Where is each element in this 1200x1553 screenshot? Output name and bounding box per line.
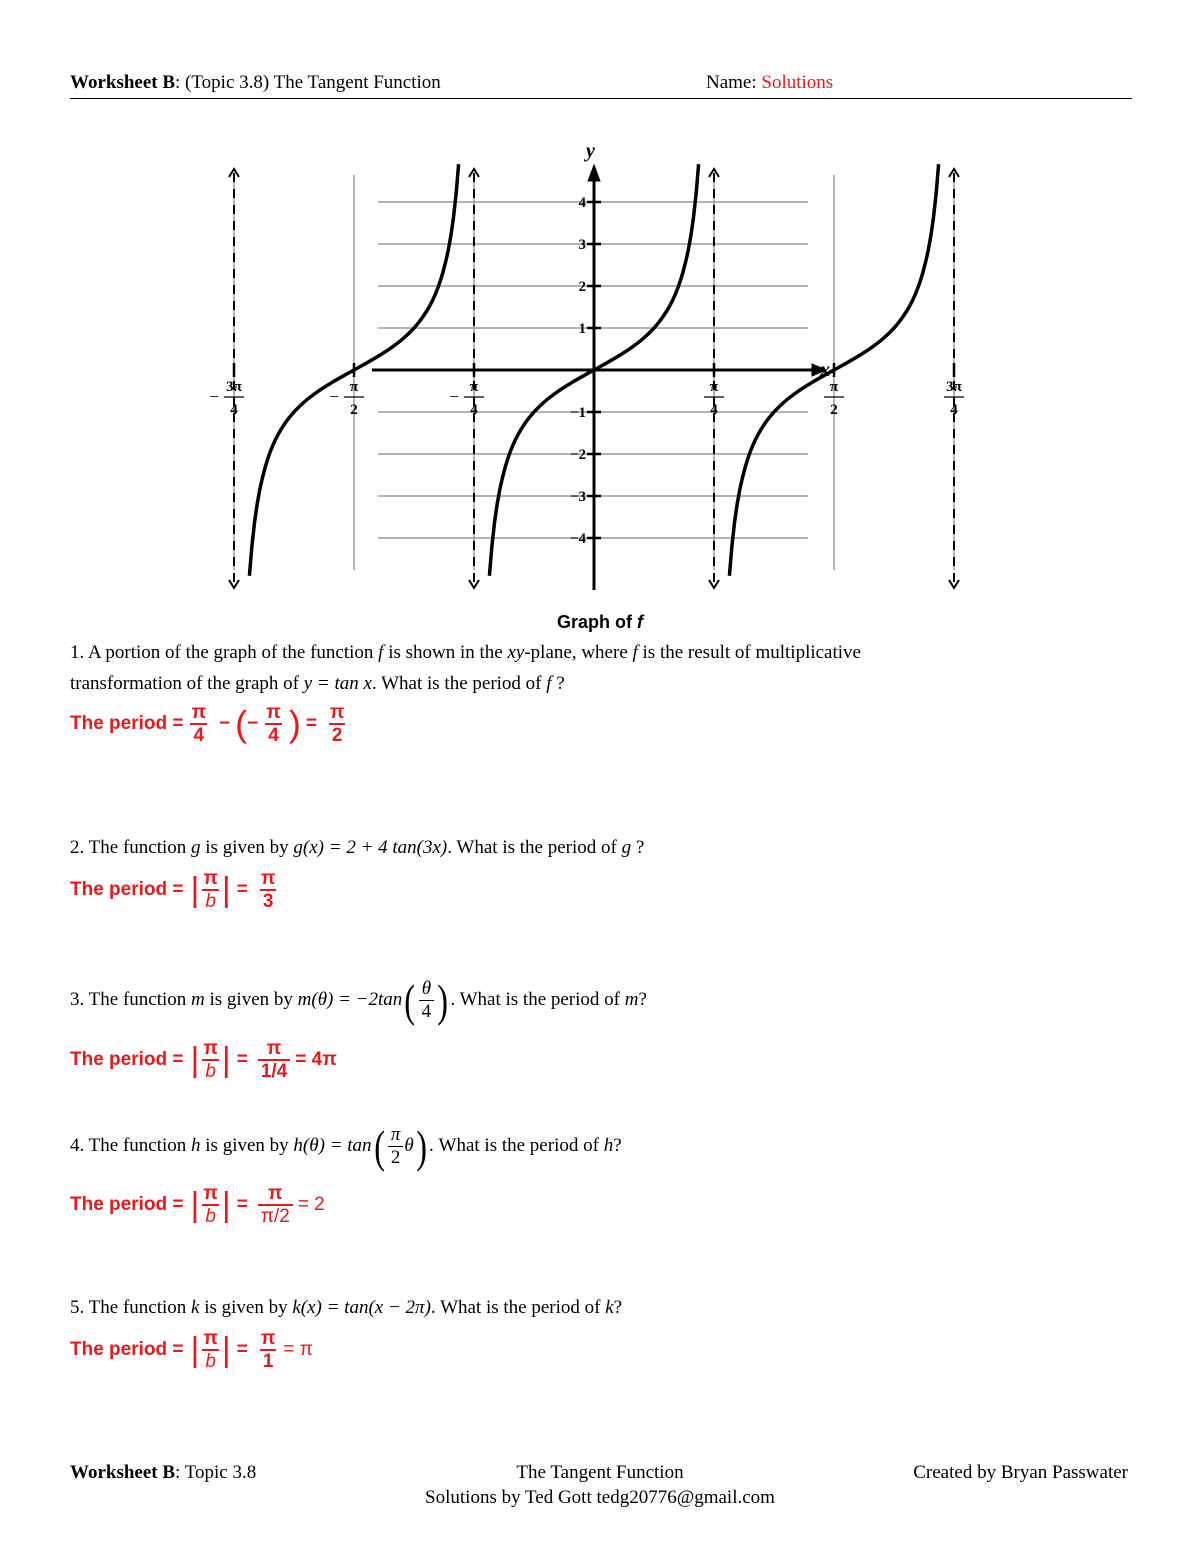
x-tick-label-num: π [709, 379, 719, 395]
y-tick-label: 4 [578, 195, 586, 211]
page-header [70, 72, 1132, 99]
x-tick-label-num: 3π [946, 379, 962, 395]
answer-5: The period = | $\frac{\pi}{b}$ | = $\frac{\pi}{1}$ = π [70, 1328, 313, 1372]
question-4: 4. The function h is given by h(θ) = tan( $\frac{\pi}{2}$ θ) . What is the period of h? [70, 1120, 622, 1172]
x-tick-label-sign: − [209, 387, 219, 406]
x-tick-label-den: 4 [710, 402, 718, 418]
name-field: Name: Solutions [706, 72, 834, 93]
answer-3: The period = | $\frac{\pi}{b}$ | = $\frac{\pi}{1/4}$ = 4π [70, 1038, 337, 1082]
y-tick-label: −2 [569, 447, 586, 463]
y-tick-label: 3 [578, 237, 586, 253]
y-tick-label: −1 [569, 405, 586, 421]
y-tick-label: −3 [569, 489, 586, 505]
tangent-graph [209, 135, 962, 605]
x-tick-label-num: π [349, 379, 359, 395]
name-value: Solutions [761, 72, 834, 93]
x-tick-label-sign: − [449, 387, 459, 406]
x-tick-label-sign: − [329, 387, 339, 406]
question-3: 3. The function m is given by m(θ) = −2tan( $\frac{\theta}{4}$ ) . What is the period of m? [70, 974, 647, 1026]
footer-worksheet: Worksheet B: Topic 3.8 [70, 1462, 257, 1483]
answer-1: The period = $\frac{\pi}{4}$ − ( − $\frac{\pi}{4}$ ) = $\frac{\pi}{2}$ [70, 702, 345, 746]
x-axis-label: x [820, 359, 830, 381]
axes [372, 165, 826, 590]
y-tick-label: −4 [569, 531, 586, 547]
worksheet-title: Worksheet B: (Topic 3.8) The Tangent Function [70, 72, 441, 93]
x-tick-label-den: 4 [230, 402, 238, 418]
y-axis-label: y [586, 140, 595, 162]
y-tick-label: 2 [578, 279, 586, 295]
graph-caption: Graph of f [557, 612, 643, 632]
footer-solutions: Solutions by Ted Gott tedg20776@gmail.com [425, 1487, 775, 1508]
question-5: 5. The function k is given by k(x) = tan(x − 2π). What is the period of k? [70, 1297, 623, 1318]
footer-title: The Tangent Function [516, 1462, 684, 1483]
question-1: 1. A portion of the graph of the function f is shown in the xy-plane, where f is the result of multiplicative transformation of the graph of y = tan x. What is the period of f ? [70, 642, 861, 694]
x-tick-label-num: π [469, 379, 479, 395]
question-2: 2. The function g is given by g(x) = 2 + 4 tan(3x). What is the period of g ? [70, 837, 645, 858]
y-axis-arrow [588, 165, 600, 181]
x-tick-label-den: 4 [950, 402, 958, 418]
x-tick-label-num: 3π [226, 379, 242, 395]
answer-4: The period = | $\frac{\pi}{b}$ | = $\frac{\pi}{\pi/2}$ = 2 [70, 1183, 325, 1227]
x-tick-label-den: 2 [830, 402, 838, 418]
x-tick-label-num: π [829, 379, 839, 395]
x-tick-label-den: 2 [350, 402, 358, 418]
answer-2: The period = | $\frac{\pi}{b}$ | = $\frac{\pi}{3}$ [70, 868, 276, 912]
x-tick-label-den: 4 [470, 402, 478, 418]
footer-credit: Created by Bryan Passwater [913, 1462, 1128, 1483]
y-tick-label: 1 [578, 321, 586, 337]
